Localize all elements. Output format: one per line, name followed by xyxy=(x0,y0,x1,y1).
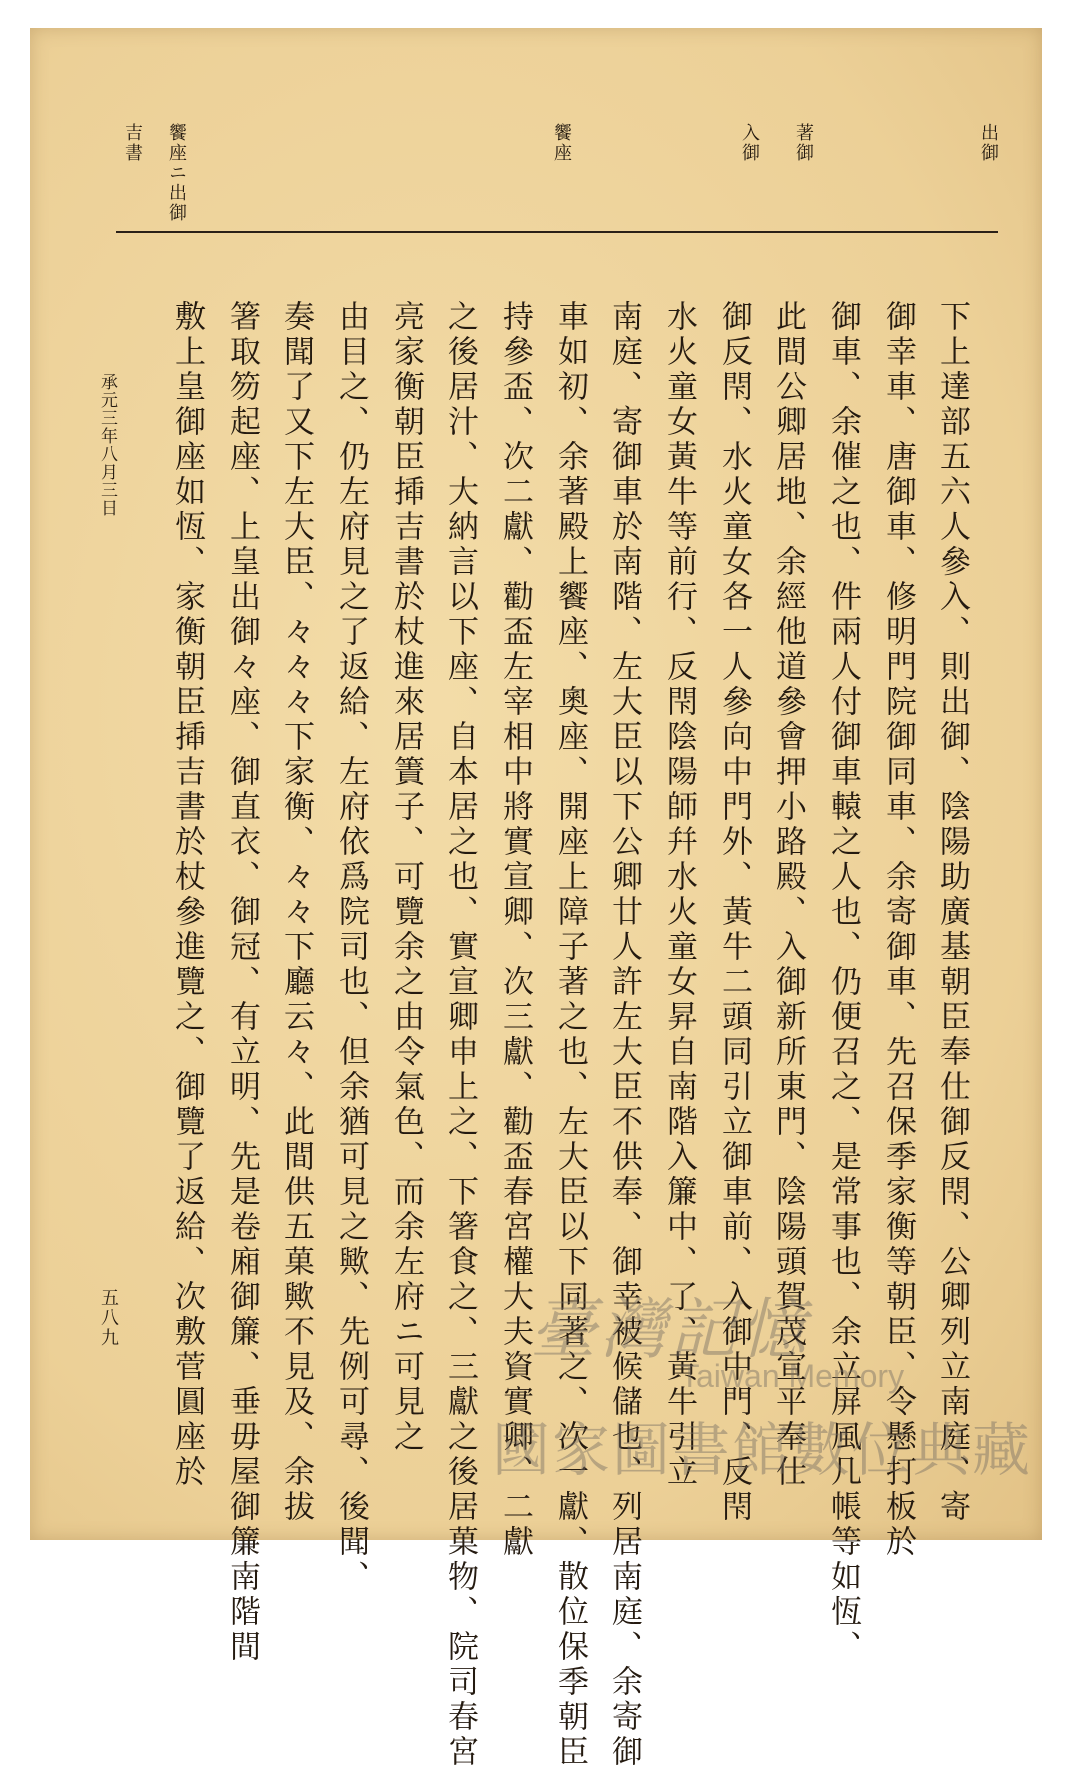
headnote-2: 著御 xyxy=(793,123,814,163)
headnote-6: 吉書 xyxy=(122,123,143,163)
text-column-10: 之後居汁、大納言以下座、自本居之也、實宣卿申上之、下箸食之、三獻之後居菓物、院司春宮 xyxy=(442,300,478,1770)
text-column-3: 御車、余催之也、件兩人付御車轅之人也、仍便召之、是常事也、余立屏風几帳等如恆、 xyxy=(825,300,861,1665)
text-column-15: 敷上皇御座如恆、家衡朝臣揷吉書於杖參進覽之、御覽了返給、次敷菅圓座於 xyxy=(169,300,205,1490)
text-column-14: 箸取笏起座、上皇出御々座、御直衣、御冠、有立明、先是卷廂御簾、垂毋屋御簾南階間 xyxy=(224,300,260,1665)
text-column-1: 下上達部五六人參入、則出御、陰陽助廣基朝臣奉仕御反閇、公卿列立南庭、寄 xyxy=(934,300,970,1525)
headnote-4: 饗座 xyxy=(551,123,572,163)
headnote-3: 入御 xyxy=(739,123,760,163)
text-column-12: 由目之、仍左府見之了返給、左府依爲院司也、但余猶可見之歟、先例可尋、後聞、 xyxy=(333,300,369,1595)
watermark-logo: 臺灣記憶 xyxy=(530,1291,810,1368)
page-number: 五八九 xyxy=(98,1288,119,1348)
document-page xyxy=(30,28,1042,1770)
text-column-2: 御幸車、唐御車、修明門院御同車、余寄御車、先召保季家衡等朝臣、令懸打板於 xyxy=(880,300,916,1560)
text-column-9: 持參盃、次二獻、勸盃左宰相中將實宣卿、次三獻、勸盃春宮權大夫資實卿、二獻 xyxy=(497,300,533,1560)
text-column-4: 此間公卿居地、余經他道參會押小路殿、入御新所東門、陰陽頭賀茂宣平奉仕 xyxy=(770,300,806,1490)
headnote-1: 出御 xyxy=(978,123,999,163)
text-column-13: 奏聞了又下左大臣、々々々下家衡、々々下廳云々、此間供五菓歟不見及、余拔 xyxy=(278,300,314,1525)
text-column-11: 亮家衡朝臣揷吉書於杖進來居簀子、可覽余之由令氣色、而余左府ニ可見之 xyxy=(388,300,424,1455)
watermark-chinese: 國家圖書館數位典藏 xyxy=(492,1418,1033,1483)
watermark-english: Taiwan Memory xyxy=(680,1358,905,1394)
text-column-6: 水火童女黃牛等前行、反閇陰陽師幷水火童女昇自南階入簾中、了、黃牛引立 xyxy=(661,300,697,1490)
header-divider xyxy=(116,231,998,233)
footer-date: 承元三年八月三日 xyxy=(97,373,117,517)
headnote-5: 饗座ニ出御 xyxy=(166,123,187,223)
text-column-5: 御反閇、水火童女各一人參向中門外、黃牛二頭同引立御車前、入御中門、反閇 xyxy=(716,300,752,1525)
text-column-8: 車如初、余著殿上饗座、奧座、開座上障子著之也、左大臣以下同著之、次一獻、散位保季朝臣 xyxy=(552,300,588,1770)
text-column-7: 南庭、寄御車於南階、左大臣以下公卿廿人許左大臣不供奉、御幸被候儲也、列居南庭、余寄御 xyxy=(606,300,642,1770)
